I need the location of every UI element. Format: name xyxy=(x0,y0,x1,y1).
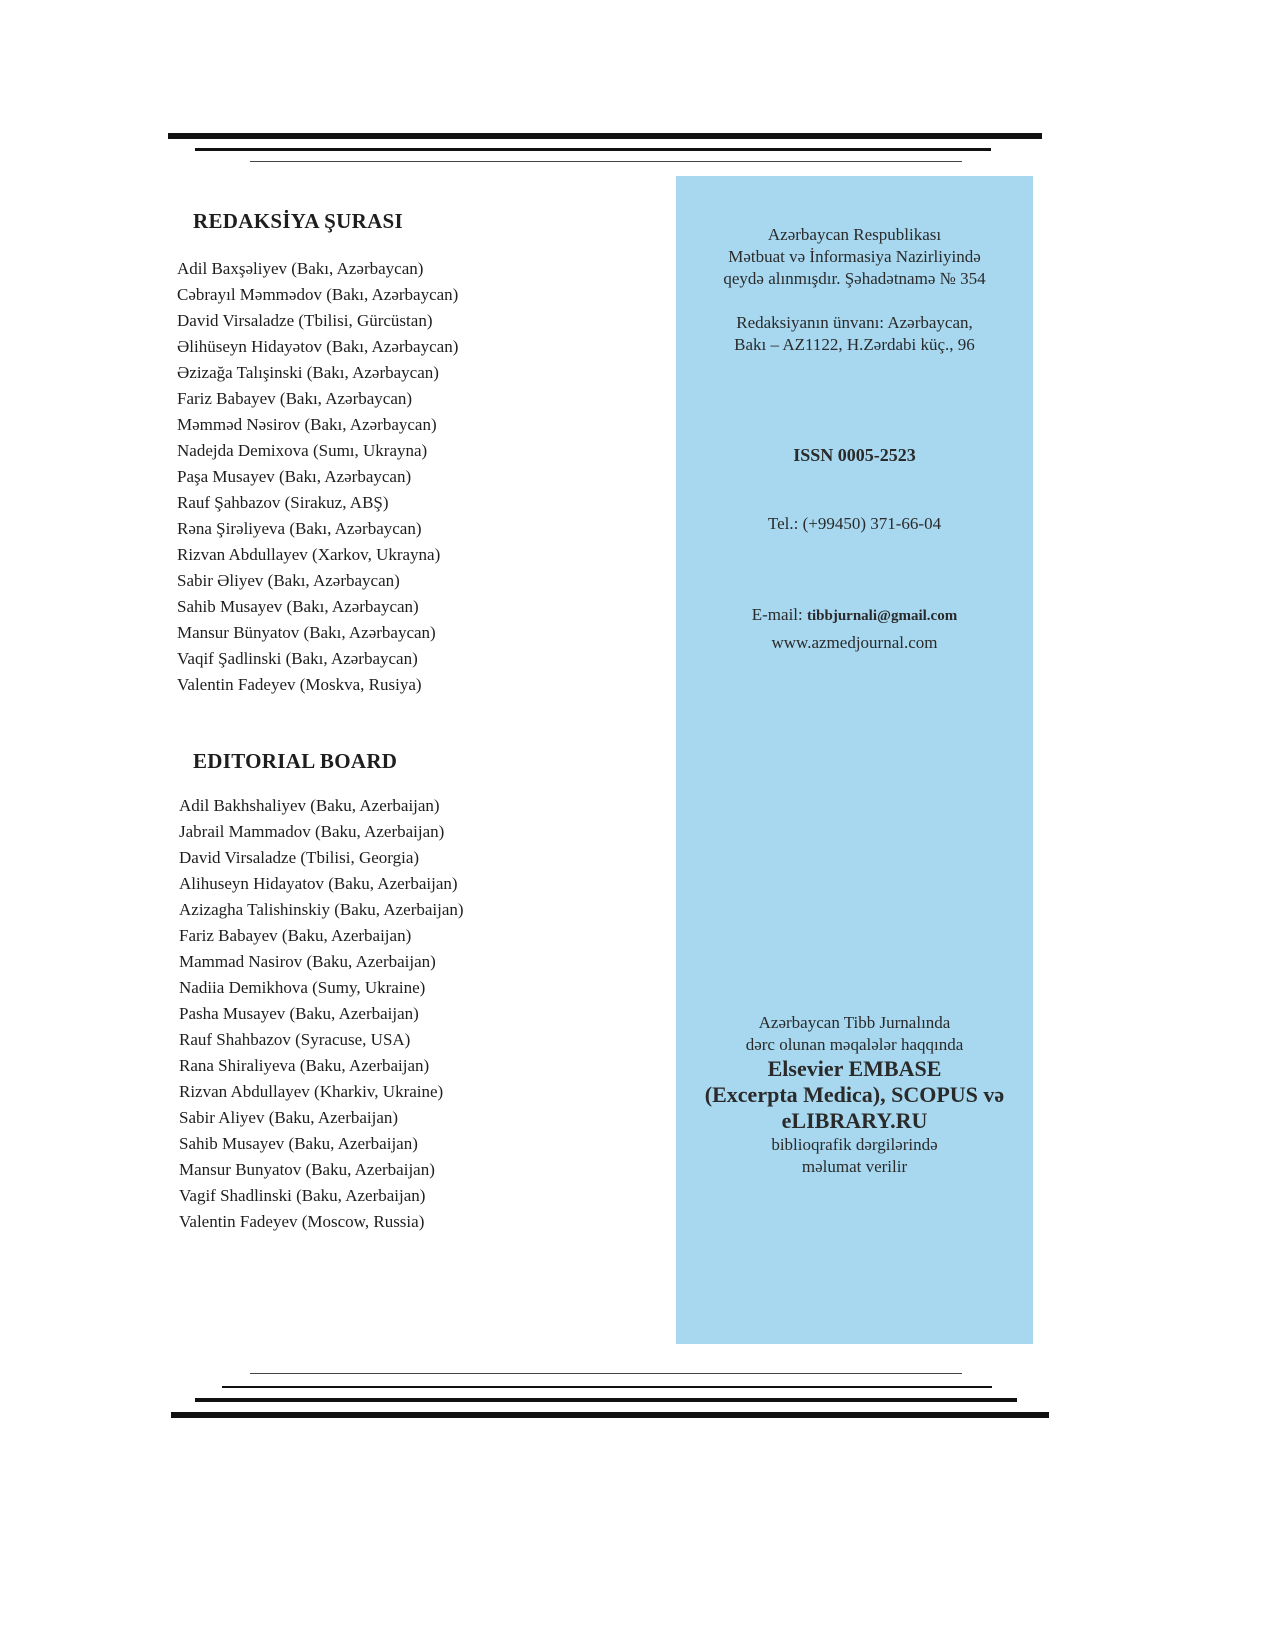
member-item: Rizvan Abdullayev (Kharkiv, Ukraine) xyxy=(179,1082,444,1101)
bottom-rule-heavy xyxy=(171,1412,1049,1418)
member-item: Mansur Bunyatov (Baku, Azerbaijan) xyxy=(179,1160,435,1179)
member-item: Rəna Şirəliyeva (Bakı, Azərbaycan) xyxy=(177,519,422,538)
top-rule-thick xyxy=(168,133,1042,139)
email-link[interactable]: tibbjurnali@gmail.com xyxy=(807,608,958,624)
member-item: Mansur Bünyatov (Bakı, Azərbaycan) xyxy=(177,623,436,642)
member-item: Azizagha Talishinskiy (Baku, Azerbaijan) xyxy=(179,900,464,919)
email-label: E-mail: xyxy=(751,605,807,624)
member-item: Jabrail Mammadov (Baku, Azerbaijan) xyxy=(179,822,445,841)
redaksiya-member-list xyxy=(177,256,647,698)
redaksiya-heading: REDAKSİYA ŞURASI xyxy=(193,209,404,233)
registration-info xyxy=(676,224,1033,290)
email-line xyxy=(676,604,1033,627)
member-item: Əlihüseyn Hidayətov (Bakı, Azərbaycan) xyxy=(177,337,459,356)
editorial-address xyxy=(676,312,1033,356)
member-item: Fariz Babayev (Baku, Azerbaijan) xyxy=(179,926,412,945)
indexing-database: eLIBRARY.RU xyxy=(781,1108,928,1133)
member-item: David Virsaladze (Tbilisi, Georgia) xyxy=(179,848,420,867)
website-link[interactable]: www.azmedjournal.com xyxy=(771,633,938,652)
member-item: Rauf Şahbazov (Sirakuz, ABŞ) xyxy=(177,493,389,512)
member-item: Rana Shiraliyeva (Baku, Azerbaijan) xyxy=(179,1056,430,1075)
address-line: Bakı – AZ1122, H.Zərdabi küç., 96 xyxy=(734,335,975,354)
indexing-line: biblioqrafik dərgilərində xyxy=(771,1135,938,1154)
address-line: Redaksiyanın ünvanı: Azərbaycan, xyxy=(736,313,973,332)
bottom-rule-thick xyxy=(195,1398,1017,1402)
bottom-rule-thin xyxy=(250,1373,962,1374)
registration-line: qeydə alınmışdır. Şəhadətnamə № 354 xyxy=(723,269,986,288)
member-item: Nadiia Demikhova (Sumy, Ukraine) xyxy=(179,978,426,997)
contact-links xyxy=(676,604,1033,654)
member-item: Paşa Musayev (Bakı, Azərbaycan) xyxy=(177,467,412,486)
top-rule-medium xyxy=(195,148,991,151)
boards-column xyxy=(177,200,647,1231)
indexing-line: dərc olunan məqalələr haqqında xyxy=(745,1035,964,1054)
member-item: Mammad Nasirov (Baku, Azerbaijan) xyxy=(179,952,436,971)
member-item: David Virsaladze (Tbilisi, Gürcüstan) xyxy=(177,311,433,330)
editorial-heading: EDITORIAL BOARD xyxy=(193,749,398,773)
member-item: Valentin Fadeyev (Moscow, Russia) xyxy=(179,1212,425,1231)
registration-line: Azərbaycan Respublikası xyxy=(767,225,942,244)
member-item: Cəbrayıl Məmmədov (Bakı, Azərbaycan) xyxy=(177,285,459,304)
member-item: Əzizağa Talışinski (Bakı, Azərbaycan) xyxy=(177,363,439,382)
member-item: Sabir Aliyev (Baku, Azerbaijan) xyxy=(179,1108,399,1127)
telephone-text: Tel.: (+99450) 371-66-04 xyxy=(767,514,942,533)
member-item: Sahib Musayev (Bakı, Azərbaycan) xyxy=(177,597,419,616)
member-item: Sahib Musayev (Baku, Azerbaijan) xyxy=(179,1134,418,1153)
member-item: Nadejda Demixova (Sumı, Ukrayna) xyxy=(177,441,428,460)
journal-info-box xyxy=(676,176,1033,1344)
member-item: Valentin Fadeyev (Moskva, Rusiya) xyxy=(177,675,422,694)
member-item: Adil Bakhshaliyev (Baku, Azerbaijan) xyxy=(179,796,440,815)
telephone xyxy=(676,513,1033,535)
member-item: Məmməd Nəsirov (Bakı, Azərbaycan) xyxy=(177,415,437,434)
issn-text: ISSN 0005-2523 xyxy=(793,445,916,465)
indexing-line: məlumat verilir xyxy=(801,1157,908,1176)
indexing-note xyxy=(676,1012,1033,1178)
member-item: Vagif Shadlinski (Baku, Azerbaijan) xyxy=(179,1186,426,1205)
registration-line: Mətbuat və İnformasiya Nazirliyində xyxy=(728,247,981,266)
bottom-rule-medium xyxy=(222,1386,992,1388)
member-item: Rauf Shahbazov (Syracuse, USA) xyxy=(179,1030,411,1049)
issn-number xyxy=(676,444,1033,466)
member-item: Fariz Babayev (Bakı, Azərbaycan) xyxy=(177,389,413,408)
editorial-member-list xyxy=(179,793,464,1235)
top-rule-thin xyxy=(250,161,962,162)
indexing-line: Azərbaycan Tibb Jurnalında xyxy=(758,1013,951,1032)
member-item: Alihuseyn Hidayatov (Baku, Azerbaijan) xyxy=(179,874,458,893)
indexing-database: (Excerpta Medica), SCOPUS və xyxy=(704,1082,1005,1107)
member-item: Pasha Musayev (Baku, Azerbaijan) xyxy=(179,1004,419,1023)
indexing-database: Elsevier EMBASE xyxy=(767,1056,942,1081)
member-item: Adil Baxşəliyev (Bakı, Azərbaycan) xyxy=(177,259,424,278)
member-item: Sabir Əliyev (Bakı, Azərbaycan) xyxy=(177,571,400,590)
member-item: Rizvan Abdullayev (Xarkov, Ukrayna) xyxy=(177,545,441,564)
member-item: Vaqif Şadlinski (Bakı, Azərbaycan) xyxy=(177,649,418,668)
